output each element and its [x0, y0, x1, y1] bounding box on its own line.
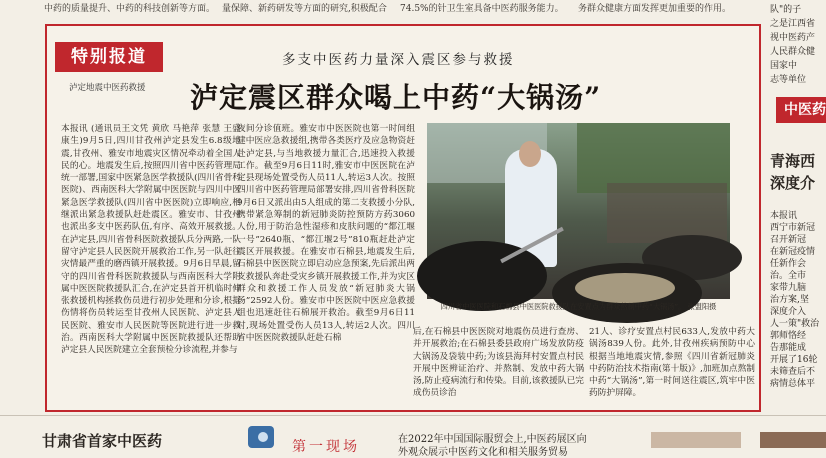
right-column-text: 治。全市 [770, 271, 807, 281]
right-column-text: 视中医药产 [770, 33, 816, 43]
featured-article [45, 24, 761, 412]
right-column-text: 国家中 [770, 61, 798, 71]
top-strip-text: 量保障、新药研发等方面的研究,积极配合 [222, 4, 387, 14]
right-column-text: 志等单位 [770, 75, 807, 85]
badge-subtitle: 泸定地震中医药救援 [69, 83, 146, 93]
bottom-photo [760, 432, 826, 448]
article-column-2: 夜间分诊值班。雅安市中医医院也第一时间组建中医应急救援组,携带各类医疗及应急物资赶赴泸定县,与当地救援力量汇合,迅速投入救援工作。截至9月6日11时,雅安市中医医院在泸定县现场处置受伤人员11人,转运3人次。按照四川省中医药管理局部署安排,四川省骨科医院9月6日又派出由5人组成的第二支救援小分队,携带紧急筹制的新冠肺炎防控预防方药3060人份,用于防治急性湿疹和皮肤问题的“都江堰一号”2640瓶、“都江堰2号”810瓶赶赴泸定震区开展救援。在雅安市石棉县,地震发生后,石棉县中医医院立即启动应急预案,先后派出两支救援队奔赴受灾乡镇开展救援工作,并为灾区群众和救援工作人员发放“新冠肺炎大锅汤”2592人份。雅安市中医医院中医应急救援组也迅速赶往石棉展开救治。截至9月6日11时,现场处置受伤人员13人,转运2人次。四川省中医医院救援队赶赴石棉 [237, 124, 415, 344]
bottom-headline: 甘肃省首家中医药 [42, 432, 163, 450]
bottom-photo [651, 432, 741, 448]
right-headline: 深度介 [770, 174, 816, 192]
article-column-3: 后,在石棉县中医医院对地震伤员进行查房、并开展救治;在石棉县委县政府广场发放防疫大锅汤及袋装中药;为该县海拜村安置点村民开展中医辨证治疗、并熬制、发放中药大锅汤,防止疫病流行和传染。目前,该救援队已完成伤员诊治 [413, 327, 584, 399]
right-column-text: 郭师恪经 [770, 331, 807, 341]
bottom-caption-line: 在2022年中国国际服贸会上,中医药展区向 [398, 434, 587, 445]
right-column-text: 队"的子 [770, 5, 802, 15]
right-column-text: 任新作会 [770, 259, 807, 269]
article-column-1: 本报讯 (通讯员王文凭 黄欣 马艳萍 张慧 王盛 康生)9月5日,四川甘孜州泸定县发生6.8级地震,甘孜州、雅安市地震灾区情况牵动着全国人民的心。地震发生后,按照四川省中医药管理局统一部署,国家中医紧急医学救援队(四川省骨科医院)、西南医科大学附属中医医院与四川中医紧急医学救援队(四川省中医医院)立即响应,相继派出紧急救援队赶赴震区。雅安市、甘孜州也派出多支中医药队伍,有序、高效开展救援。在泸定县,四川省骨科医院救援队兵分两路,一队留守泸定县人民医院开展救治工作,另一队赶往灾情最严重的磨西镇开展救援。9月6日早晨,留守的四川省骨科医院救援队与西南医科大学附属中医医院救援队汇合,在泸定县首开机临时伸张救援机构拯救伤员进行初步处理和分诊,根据伤情将伤员转运至甘孜州人民医院、泸定县人民医院、雅安市人民医院等医院进行进一步救治。西南医科大学附属中医医院救援队还帮助泸定县人民医院建立全套预检分诊流程,并参与 [61, 124, 241, 356]
right-column-text: 告那能成 [770, 343, 807, 353]
bottom-caption-line: 外观众展示中医药文化和相关服务贸易 [398, 447, 568, 458]
right-column-text: 本报讯 [770, 211, 798, 221]
right-column-text: 家带九脑 [770, 283, 807, 293]
top-strip-text: 中药的质量提升、中药的科技创新等方面。 [44, 4, 216, 14]
article-headline: 泸定震区群众喝上中药“大锅汤” [190, 81, 602, 114]
right-column-text: 在新冠疫情 [770, 247, 816, 257]
right-column-text: 人一策"救治 [770, 319, 820, 329]
article-column-4: 21人、诊疗安置点村民633人,发放中药大锅汤839人份。此外,甘孜州疾病预防中心根据当地地震灾情,参照《四川省新冠肺炎中药防治技术指南(第十版)》,加班加点熬制中药“大锅汤”,第一时间送往震区,筑牢中医药防护屏障。 [589, 327, 755, 399]
photo-herbs [575, 273, 675, 303]
top-strip-text: 74.5%的针卫生室具备中医药服务能力。 [400, 4, 564, 14]
article-subtitle: 多支中医药力量深入震区参与救援 [282, 52, 515, 68]
section-header-bar: 中医药 [776, 97, 826, 123]
camera-lens-icon [258, 432, 268, 442]
right-column-text: 西宁市新冠 [770, 223, 816, 233]
news-photo [427, 123, 730, 299]
right-column-text: 之是江西省 [770, 19, 816, 29]
top-strip-text: 务群众健康方面发挥更加重要的作用。 [578, 4, 732, 14]
top-strip [0, 0, 826, 18]
right-column-text: 病情总体平 [770, 379, 816, 389]
photo-wok [417, 241, 547, 311]
right-column-text: 开展了16轮 [770, 355, 818, 365]
special-report-badge: 特别报道 [55, 42, 163, 72]
right-column-text: 治方案,坚 [770, 295, 809, 305]
right-headline: 青海西 [770, 152, 816, 170]
right-column-text: 召开新冠 [770, 235, 807, 245]
scene-tag: 第一现场 [292, 439, 360, 455]
photo-crowd [607, 183, 727, 243]
right-column-text: 人民群众健 [770, 47, 816, 57]
photo-caption: 四川省中医医院和石棉县中医医院救援队在安置点为群众熬制中药“大锅汤”。 张盟阳摄 [440, 302, 717, 311]
bottom-strip [0, 416, 826, 458]
photo-doctor-head [519, 141, 541, 167]
right-column [770, 0, 826, 448]
right-column-text: 深度介入 [770, 307, 807, 317]
right-column-text: 未筛查后不 [770, 367, 816, 377]
